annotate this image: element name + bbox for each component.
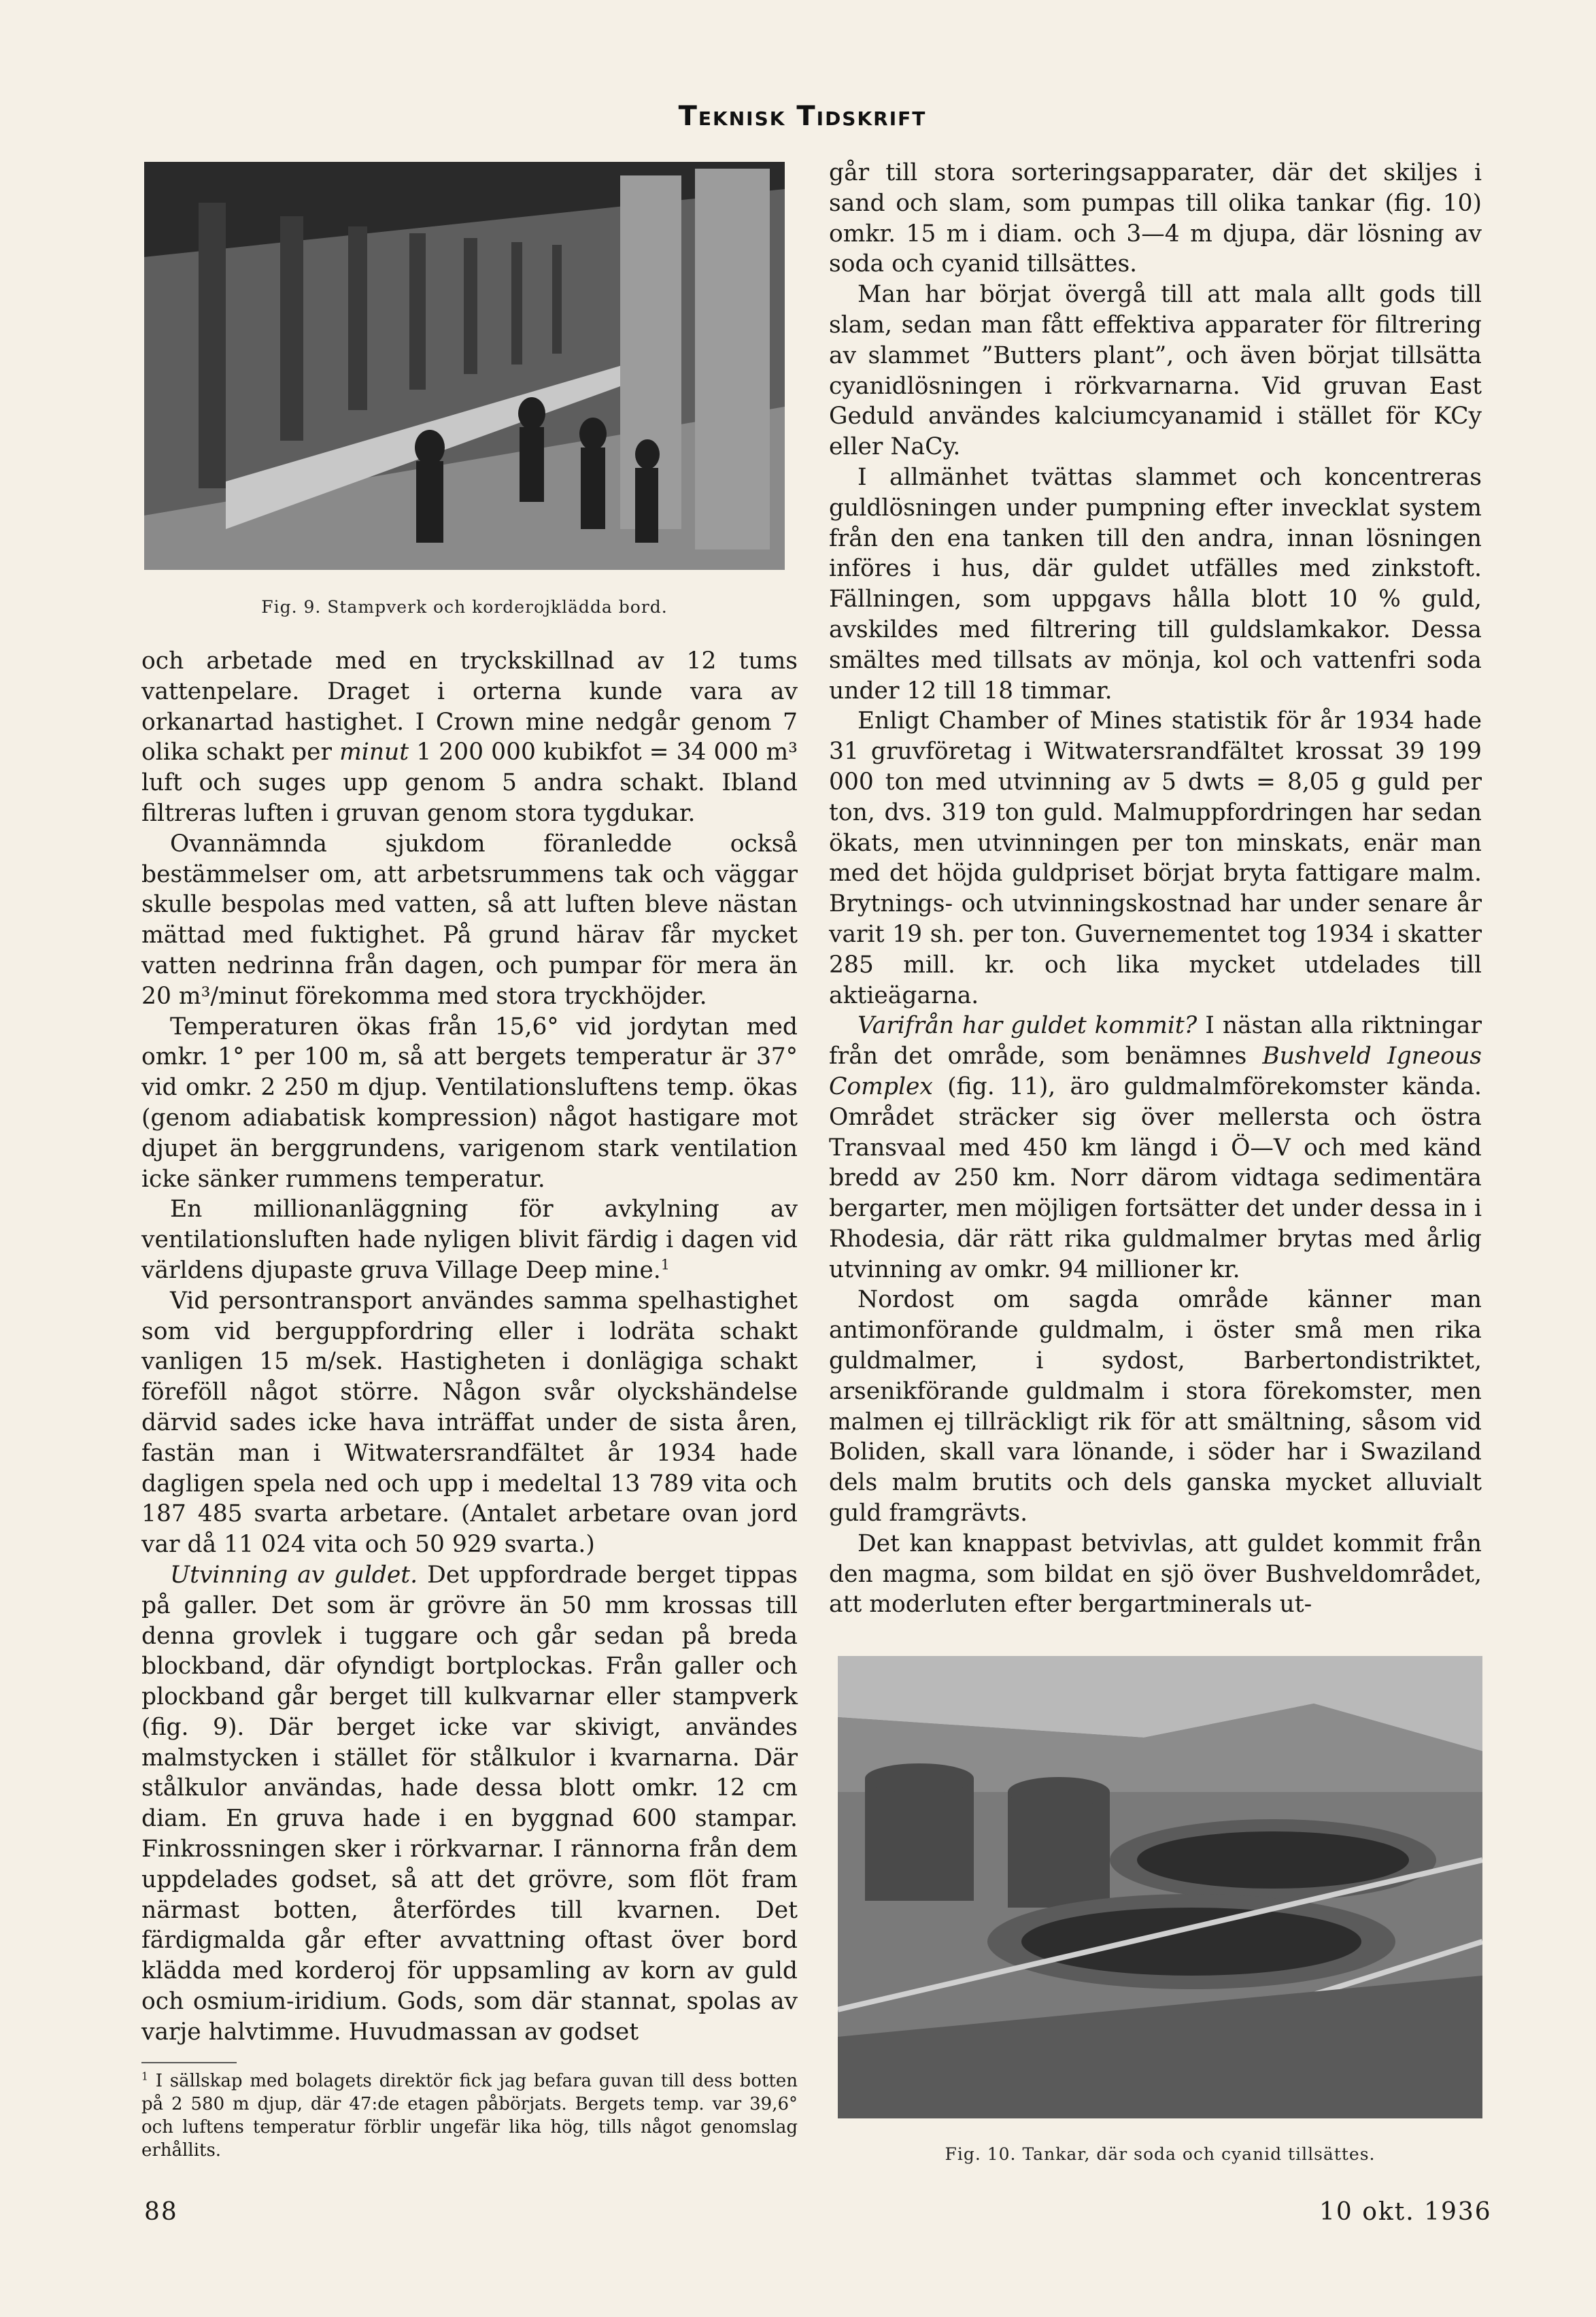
issue-date: 10 okt. 1936: [1319, 2198, 1492, 2226]
paragraph: [141, 1194, 798, 1285]
section-heading: Varifrån har guldet kommit?: [858, 1012, 1198, 1040]
paragraph: Temperaturen ökas från 15,6° vid jordytan med omkr. 1° per 100 m, så att bergets temperatur är 37° vid omkr. 2 250 m djup. Ventilationsluftens temp. ökas (genom adiabatisk kompression) något hastigare mot djupet än berggrundens, varigenom stark ventilation icke sänker rummens temperatur.: [141, 1013, 798, 1193]
text: och arbetade med en tryckskillnad av 12 tums vattenpelare. Draget i orterna kunde vara av orkanartad hastighet. I Crown mine nedgår genom 7 olika schakt per: [141, 647, 798, 766]
text: Det uppfordrade berget tippas på galler. Det som är grövre än 50 mm krossas till denna grovlek i tuggare och går sedan på breda blockband, där ofyndigt bortplockas. Från galler och plockband går berget till kulkvarnar eller stampverk (fig. 9). Där berget icke var skivigt, användes malmstycken i stället för stålkulor i kvarnarna. Där stålkulor användas, hade dessa blott omkr. 12 cm diam. En gruva hade i en byggnad 600 stampar. Finkrossningen sker i rörkvarnar. I rännorna från dem uppdelades godset, så att det grövre, som flöt fram närmast botten, återfördes till kvarnen. Det färdigmalda går efter avvattning oftast över bord klädda med korderoj för uppsamling av korn av guld och osmium-iridium. Gods, som där stannat, spolas av varje halvtimme. Huvudmassan av godset: [141, 1561, 798, 2046]
right-column: [829, 158, 1482, 1620]
paragraph: [141, 646, 798, 829]
text: I nästan alla riktningar från det område, som benämnes: [829, 1012, 1482, 1070]
text: En millionanläggning för avkylning av ventilationsluften hade nyligen blivit färdig i dagen vid världens djupaste gruva Village Deep mine.: [141, 1196, 798, 1284]
paragraph: Det kan knappast betvivlas, att guldet kommit från den magma, som bildat en sjö över Bushveldområdet, att moderluten efter bergartminerals ut-: [829, 1529, 1482, 1619]
section-heading: Utvinning av guldet.: [170, 1561, 418, 1589]
paragraph: [829, 1011, 1482, 1285]
paragraph: Ovannämnda sjukdom föranledde också bestämmelser om, att arbetsrummens tak och väggar skulle bespolas med vatten, så att luften bleve nästan mättad med fuktighet. På grund härav får mycket vatten nedrinna från dagen, och pumpar för mera än 20 m³/minut förekomma med stora tryckhöjder.: [141, 830, 798, 1010]
text: (fig. 11), äro guldmalmförekomster kända. Området sträcker sig över mellersta och östra Transvaal med 450 km längd i Ö—V och med känd bredd av 250 km. Norr därom vidtaga sedimentära bergarter, men möjligen fortsätter det under dessa in i Rhodesia, där rätt rika guldmalmer brytas med årlig utvinning av omkr. 94 millioner kr.: [829, 1072, 1482, 1283]
figure-stamp-mill-photo: [144, 162, 785, 570]
emphasis: minut: [339, 739, 409, 766]
figure-10-caption: Fig. 10. Tankar, där soda och cyanid tillsättes.: [945, 2144, 1376, 2164]
tanks-illustration: [838, 1656, 1482, 2118]
figure-9-caption: Fig. 9. Stampverk och korderojklädda bord.: [261, 597, 668, 617]
left-column: [141, 646, 798, 2048]
page-number: 88: [144, 2198, 178, 2226]
paragraph: Nordost om sagda område känner man antimonförande guldmalm, i öster små men rika guldmalmer, i sydost, Barbertondistriktet, arsenikförande guldmalm i stora förekomster, men malmen ej tillräckligt rik för att smältning, såsom vid Boliden, skall vara lönande, i söder har i Swaziland dels malm brutits och dels ganska mycket alluvialt guld framgrävts.: [829, 1286, 1482, 1527]
stamp-mill-illustration: [144, 162, 785, 570]
footnote-ref: 1: [660, 1256, 670, 1273]
footnote-mark: 1: [141, 2070, 148, 2083]
footnote-rule: [141, 2062, 237, 2063]
paragraph: Vid persontransport användes samma spelhastighet som vid berguppfordring eller i lodräta schakt vanligen 15 m/sek. Hastigheten i donlägiga schakt föreföll något större. Någon svår olyckshändelse därvid sades icke hava inträffat under de sista åren, fastän man i Witwatersrandfältet år 1934 hade dagligen spela ned och upp i medeltal 13 789 vita och 187 485 svarta arbetare. (Antalet arbetare ovan jord var då 11 024 vita och 50 929 svarta.): [141, 1287, 798, 1559]
paragraph: Enligt Chamber of Mines statistik för år 1934 hade 31 gruvföretag i Witwatersrandfältet krossat 39 199 000 ton med utvinning av 5 dwts = 8,05 g guld per ton, dvs. 319 ton guld. Malmuppfordringen har sedan ökats, men utvinningen per ton minskats, enär man med det höjda guldpriset börjat bryta fattigare malm. Brytnings- och utvinningskostnad har under senare år varit 19 sh. per ton. Guvernementet tog 1934 i skatter 285 mill. kr. och lika mycket utdelades till aktieägarna.: [829, 707, 1482, 1009]
figure-cyanide-tanks-photo: [838, 1656, 1482, 2118]
paragraph: I allmänhet tvättas slammet och koncentreras guldlösningen under pumpning efter invecklat system från den ena tanken till den andra, innan lösningen införes i hus, där guldet utfälles med zinkstoft. Fällningen, som uppgavs hålla blott 10 % guld, avskildes med filtrering till guldslamkakor. Dessa smältes med tillsats av mönja, kol och vattenfri soda under 12 till 18 timmar.: [829, 463, 1482, 705]
footnote: [141, 2069, 798, 2162]
paragraph: går till stora sorteringsapparater, där det skiljes i sand och slam, som pumpas till olika tankar (fig. 10) omkr. 15 m i diam. och 3—4 m djupa, där lösning av soda och cyanid tillsättes.: [829, 159, 1482, 278]
paragraph: Man har börjat övergå till att mala allt gods till slam, sedan man fått effektiva apparater för filtrering av slammet ”Butters plant”, och även börjat tillsätta cyanidlösningen i rörkvarnarna. Vid gruvan East Geduld användes kalciumcyanamid i stället för KCy eller NaCy.: [829, 281, 1482, 461]
journal-masthead: Teknisk Tidskrift: [678, 101, 927, 132]
paragraph: [141, 1560, 798, 2048]
footnote-text: I sällskap med bolagets direktör fick jag befara guvan till dess botten på 2 580 m djup, där 47:de etagen påbörjats. Bergets temp. var 39,6° och luftens temperatur förblir ungefär lika hög, tills något genomslag erhållits.: [141, 2071, 798, 2161]
text: 1 200 000 kubikfot = 34 000 m³ luft och suges upp genom 5 andra schakt. Ibland filtreras luften i gruvan genom stora tygdukar.: [141, 739, 798, 827]
emphasis: Bushveld Igneous Complex: [829, 1043, 1482, 1100]
